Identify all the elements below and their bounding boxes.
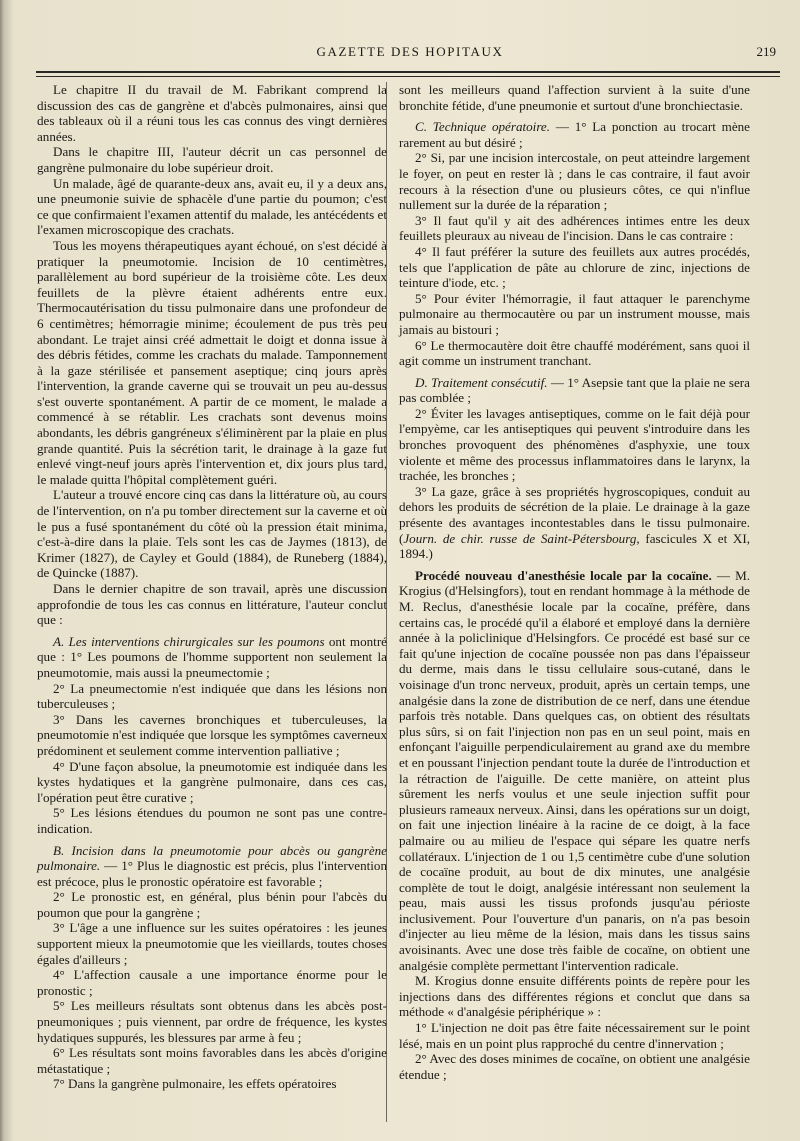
- conclusion-item: 4° Il faut préférer la suture des feuillets aux autres procédés, tels que l'application de pâte au chlorure de zinc, injections de teinture d'iode, etc. ;: [399, 243, 750, 291]
- conclusion-item: 4° D'une façon absolue, la pneumotomie est indiquée dans les kystes hydatiques et la gangrène pulmonaire, dans ces cas, l'opération peut être curative ;: [37, 758, 387, 805]
- article-cocaine-paragraph: [399, 568, 750, 973]
- article-text: — M. Krogius (d'Helsingfors), tout en rendant hommage à la méthode de M. Reclus, d'anesthésie locale par la cocaïne, préfère, dans certains cas, le procédé qu'il a élaboré et employé dans la dernière année à la policlinique d'Helsingfors. Ce procédé est basé sur ce fait qu'une injection de cocaïne poussée non pas dans l'épaisseur du derme, mais dans le tissu cellulaire sous-cutané, dans le voisinage d'un tronc nerveux, produit, après un certain temps, une analgésie dans la zone de distribution de ce nerf, dans une étendue parfois très notable. Dans quelques cas, on obtient des résultats plus sûrs, si on fait l'injection non pas en un seul point, mais en enfonçant l'aiguille perpendiculairement au grand axe du membre et en poussant l'injection pendant toute la durée de l'introduction et la rétraction de l'aiguille. De cette manière, on atteint plus sûrement les nerfs voulus et une seule injection suffit pour plusieurs rameaux nerveux. Ainsi, dans les opérations sur un doigt, on fait une injection linéaire à la racine de ce doigt, à la face palmaire ou au milieu de l'espace qui sépare les quatre nerfs collatéraux. L'injection de 1 ou 1,5 centimètre cube d'une solution de cocaïne produit, au bout de dix minutes, une analgésie complète de tout le doigt, analgésie intéressant non seulement la peau, mais aussi les tissus profonds jusqu'au périoste inclusivement. Pour l'ouverture d'un panaris, on n'a pas besoin d'injecter au lieu même de la lésion, mais dans les tissus sains avoisinants. Avec une dose très faible de cocaïne, on obtient une analgésie complète permettant l'intervention radicale.: [399, 567, 750, 973]
- journal-citation: Journ. de chir. russe de Saint-Pétersbourg: [403, 530, 637, 546]
- conclusion-item: 2° Le pronostic est, en général, plus bénin pour l'abcès du poumon que pour la gangrène ;: [37, 889, 387, 920]
- article-title: Procédé nouveau d'anesthésie locale par la cocaïne.: [415, 567, 712, 583]
- conclusion-item: 3° L'âge a une influence sur les suites opératoires : les jeunes supportent mieux la pneumotomie que les vieillards, toutes choses égales d'ailleurs ;: [37, 920, 387, 967]
- section-b-heading: B. Incision dans la pneumotomie pour abcès ou gangrène pulmonaire.: [37, 842, 387, 874]
- section-d-text: — 1° Asepsie tant que la plaie ne sera pas comblée ;: [399, 374, 750, 406]
- right-column: [399, 82, 750, 1082]
- header-rule-thin: [36, 76, 780, 77]
- page-number: 219: [756, 44, 776, 59]
- left-column: [37, 82, 387, 1092]
- paragraph: Le chapitre II du travail de M. Fabrikant comprend la discussion des cas de gangrène et d'abcès pulmonaires, ainsi que des tableaux où il a réuni tous les cas connus des vingt dernières années.: [37, 82, 387, 144]
- section-d-paragraph: [399, 375, 750, 406]
- conclusion-item: 2° Si, par une incision intercostale, on peut atteindre largement le foyer, on peut en rester là ; dans le cas contraire, il faut avoir recours à la résection d'une ou plusieurs côtes, ce qui n'influe nullement sur la durée de la réparation ;: [399, 150, 750, 213]
- paragraph: Un malade, âgé de quarante-deux ans, avait eu, il y a deux ans, une pneumonie suivie de sphacèle d'une partie du poumon; c'est ce que confirmaient l'examen attentif du malade, les antécédents et l'examen microscopique des crachats.: [37, 175, 387, 238]
- conclusion-item: 3° Dans les cavernes bronchiques et tuberculeuses, la pneumotomie n'est indiquée que lorsque les symptômes caverneux prédominent et seulement comme intervention palliative ;: [37, 711, 387, 758]
- conclusion-item: 2° Éviter les lavages antiseptiques, comme on le fait déjà pour l'empyème, car les antiseptiques qui peuvent s'introduire dans les bronches provoquent des phénomènes d'asphyxie, une toux violente et même des processus inflammatoires dans le larynx, la trachée, les bronches ;: [399, 405, 750, 484]
- paragraph: Tous les moyens thérapeutiques ayant échoué, on s'est décidé à pratiquer la pneumotomie. Incision de 10 centimètres, parallèlement au bord supérieur de la troisième côte. Les deux feuillets de la plèvre étaient adhérents entre eux. Thermocautérisation du tissu pulmonaire dans une profondeur de 6 centimètres; hémorragie minime; écoulement de pus très peu abondant. Le trajet ainsi créé admettait le doigt et donna issue à des débris fétides, comme les crachats du malade. Tamponnement à la gaze stérilisée et pansement aseptique; cinq jours après l'intervention, la grande caverne qui se trouvait un peu au-dessus s'est ouverte spontanément. A partir de ce moment, le malade a commencé à se rétablir. Les crachats sont devenus moins abondants, les débris gangréneux s'éliminèrent par la plaie en plus grande quantité. Puis la sécrétion tarit, le drainage à la gaze fut enlevé vingt-neuf jours après l'intervention et, dix jours plus tard, le malade quitta l'hôpital complètement guéri.: [37, 237, 387, 487]
- conclusion-item: 3° Il faut qu'il y ait des adhérences intimes entre les deux feuillets pleuraux au niveau de l'incision. Dans le cas contraire :: [399, 212, 750, 244]
- section-b-paragraph: [37, 843, 387, 890]
- conclusion-item: 6° Le thermocautère doit être chauffé modérément, sans quoi il agit comme un instrument tranchant.: [399, 337, 750, 369]
- paragraph: L'auteur a trouvé encore cinq cas dans la littérature où, au cours de l'intervention, on n'a pu tomber directement sur la caverne et où le pus a fusé spontanément du côté où la pression était minima, c'est-à-dire dans la plaie. Tels sont les cas de Jaymes (1813), de Krimer (1827), de Cayley et Gould (1884), de Runeberg (1884), de Quincke (1887).: [37, 487, 387, 581]
- conclusion-item: 5° Les lésions étendues du poumon ne sont pas une contre-indication.: [37, 805, 387, 836]
- conclusion-item: [399, 484, 750, 562]
- section-d-heading: D. Traitement consécutif.: [415, 374, 548, 390]
- conclusion-item: 2° Avec des doses minimes de cocaïne, on obtient une analgésie étendue ;: [399, 1051, 750, 1082]
- running-title: GAZETTE DES HOPITAUX: [316, 44, 504, 59]
- conclusion-item: 1° L'injection ne doit pas être faite nécessairement sur le point lésé, mais en un point plus rapproché du centre d'innervation ;: [399, 1020, 750, 1051]
- section-c-paragraph: [399, 119, 750, 150]
- page-header: [40, 42, 780, 66]
- section-a-heading: A. Les interventions chirurgicales sur les poumons: [53, 633, 325, 649]
- conclusion-item: 4° L'affection causale a une importance énorme pour le pronostic ;: [37, 967, 387, 998]
- section-c-heading: C. Technique opératoire.: [415, 119, 551, 135]
- paragraph: Dans le chapitre III, l'auteur décrit un cas personnel de gangrène pulmonaire du lobe supérieur droit.: [37, 144, 387, 175]
- conclusion-item: 5° Pour éviter l'hémorragie, il faut attaquer le parenchyme pulmonaire au thermocautère ou par un instrument mousse, mais jamais au bistouri ;: [399, 290, 750, 337]
- paragraph: sont les meilleurs quand l'affection survient à la suite d'une bronchite fétide, d'une pneumonie et surtout d'une bronchiectasie.: [399, 82, 750, 113]
- d3-text: 3° La gaze, grâce à ses propriétés hygroscopiques, conduit au dehors les produits de sécrétion de la plaie. Le drainage à la gaze présente des avantages incontestables dans le tissu pulmonaire. (: [399, 483, 750, 546]
- paragraph: M. Krogius donne ensuite différents points de repère pour les injections dans des différentes régions et conclut que dans sa méthode « d'analgésie périphérique » :: [399, 973, 750, 1020]
- d3-citation-end: , fascicules X et XI, 1894.): [399, 530, 750, 562]
- section-a-text: ont montré que : 1° Les poumons de l'homme supportent non seulement la pneumotomie, mais aussi la pneumectomie ;: [37, 633, 387, 680]
- section-a-paragraph: [37, 634, 387, 681]
- conclusion-item: 5° Les meilleurs résultats sont obtenus dans les abcès post-pneumoniques ; puis viennent, par ordre de fréquence, les kystes hydatiques suppurés, les blessures par arme à feu ;: [37, 998, 387, 1045]
- section-c-text: — 1° La ponction au trocart mène rarement au but désiré ;: [399, 119, 750, 150]
- conclusion-item: 7° Dans la gangrène pulmonaire, les effets opératoires: [53, 1076, 337, 1092]
- paragraph: Dans le dernier chapitre de son travail, après une discussion approfondie de tous les cas connus en littérature, l'auteur conclut que :: [37, 581, 387, 628]
- conclusion-item: 2° La pneumectomie n'est indiquée que dans les lésions non tuberculeuses ;: [37, 680, 387, 712]
- conclusion-item: 6° Les résultats sont moins favorables dans les abcès d'origine métastatique ;: [37, 1045, 387, 1076]
- section-b-text: — 1° Plus le diagnostic est précis, plus l'intervention est précoce, plus le pronostic opératoire est favorable ;: [37, 858, 387, 889]
- header-rule-thick: [36, 71, 780, 73]
